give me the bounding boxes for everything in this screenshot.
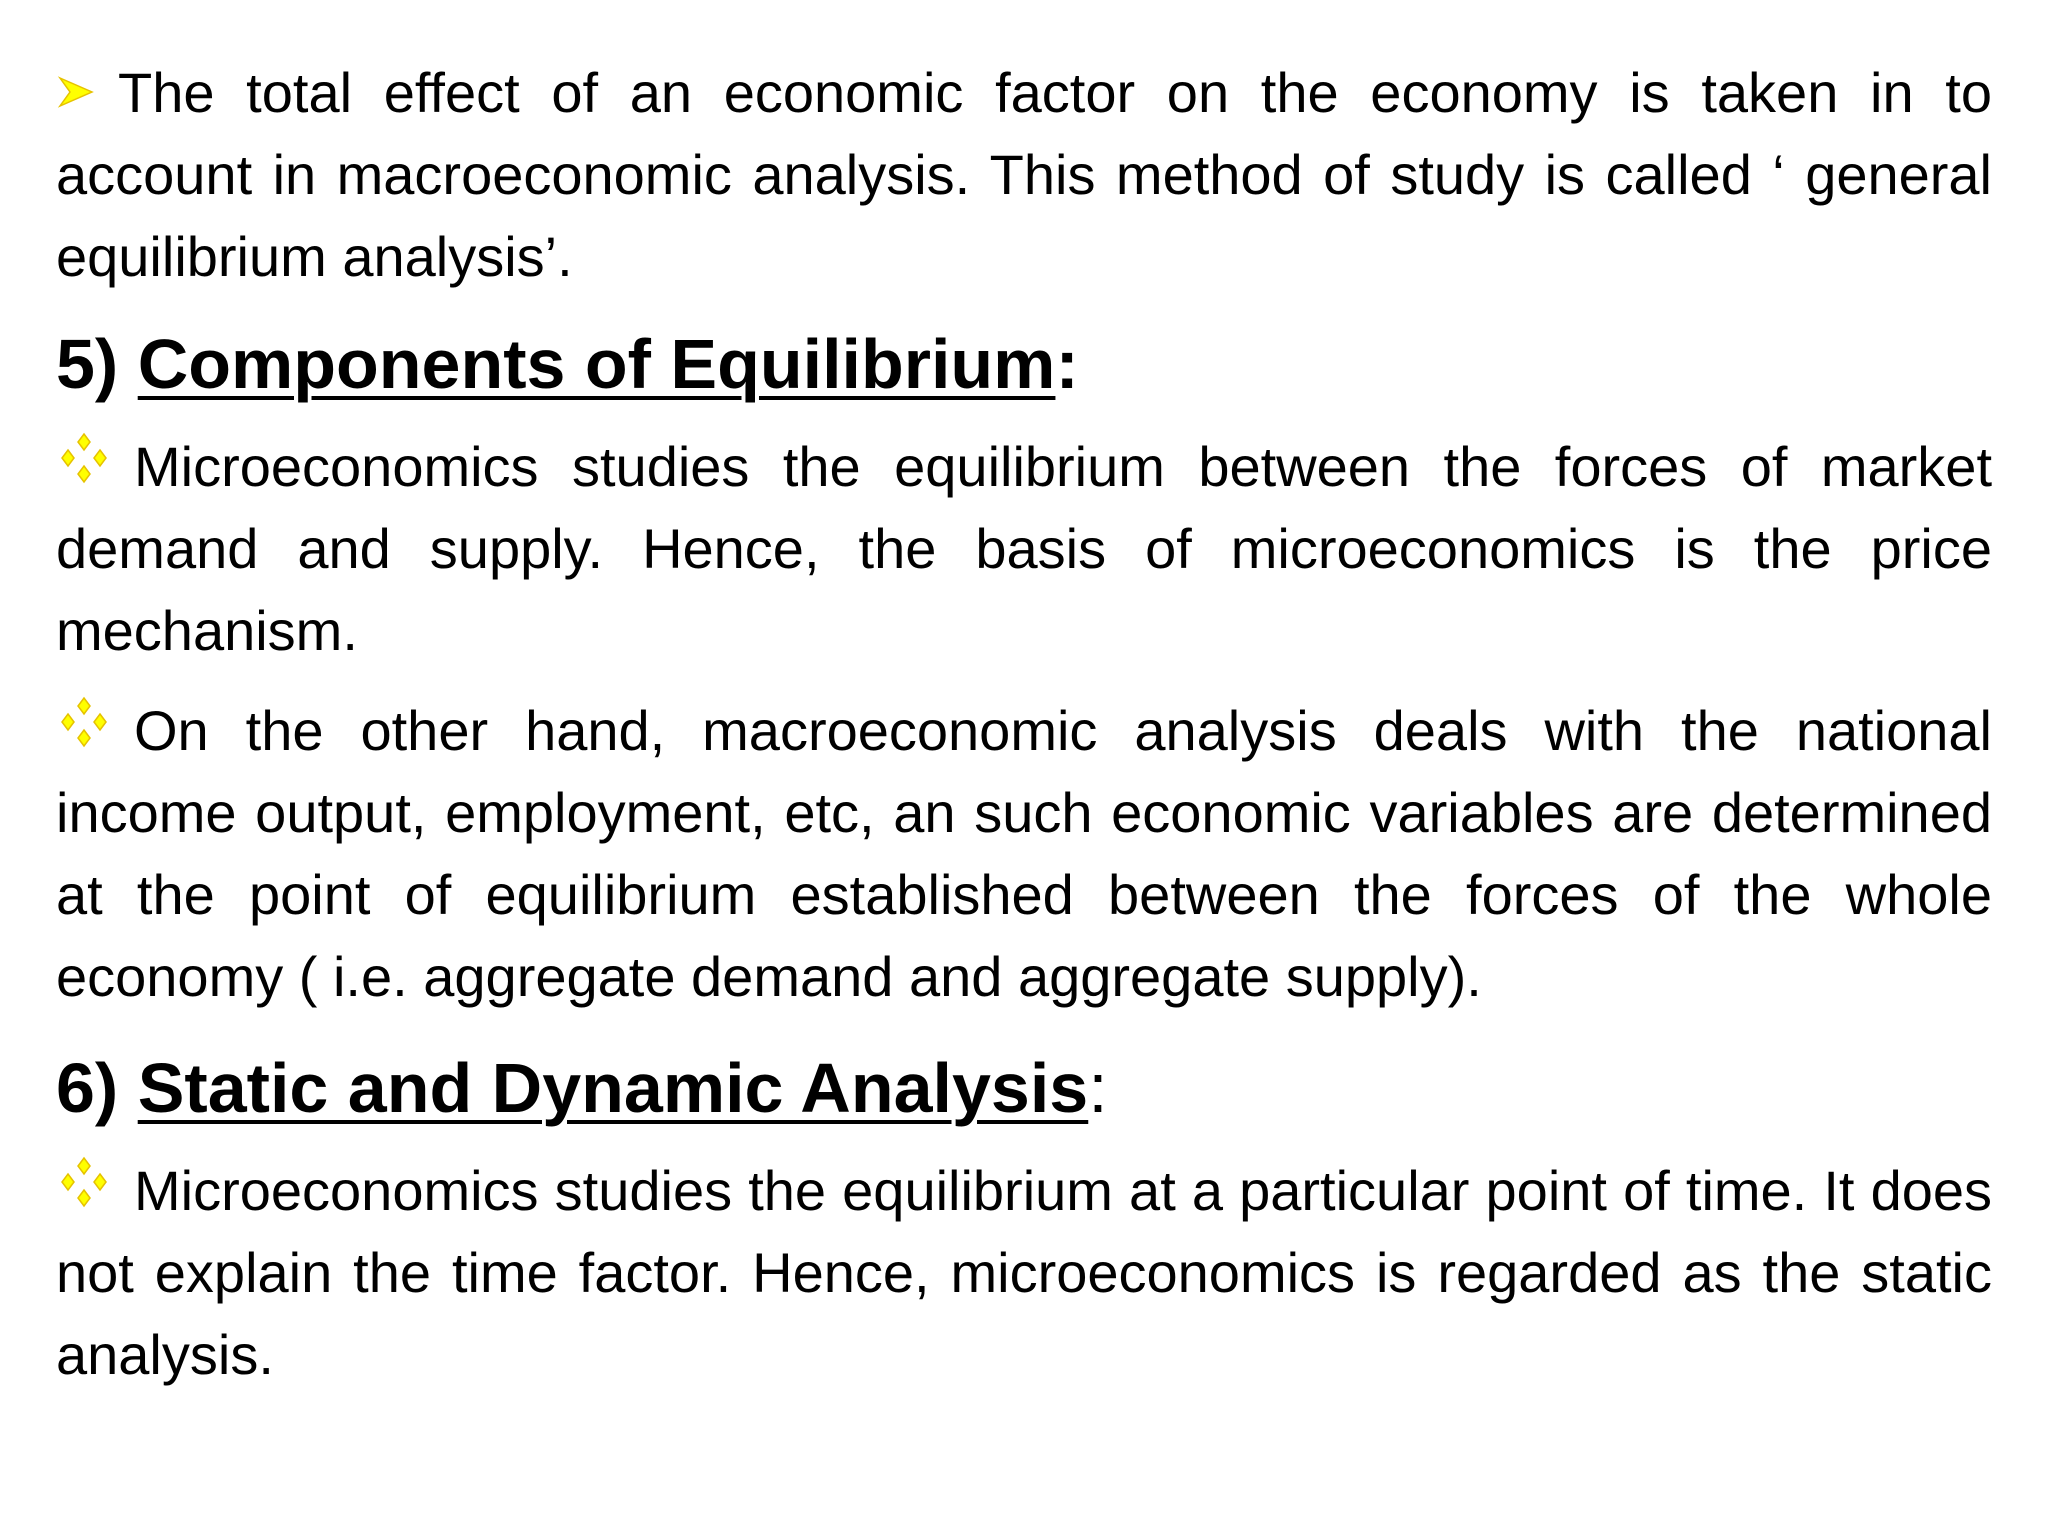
paragraph-microeconomics-equilibrium [56, 426, 1992, 672]
paragraph-macroeconomic-analysis [56, 690, 1992, 1018]
heading-components-of-equilibrium [56, 316, 1992, 412]
slide-content [56, 52, 1992, 1396]
heading-number: 5) [56, 325, 119, 403]
paragraph-text: Microeconomics studies the equilibrium at a particular point of time. It does not explain the time factor. Hence, microeconomics is regarded as the static analysis. [56, 1159, 1992, 1386]
heading-title: Components of Equilibrium [137, 325, 1056, 403]
paragraph-static-analysis [56, 1150, 1992, 1396]
paragraph-text: On the other hand, macroeconomic analysis deals with the national income output, employment, etc, an such economic variables are determined at the point of equilibrium established between the forces of the whole economy ( i.e. aggregate demand and aggregate supply). [56, 699, 1992, 1008]
heading-title: Static and Dynamic Analysis [137, 1049, 1089, 1127]
paragraph-total-effect [56, 52, 1992, 298]
heading-static-and-dynamic-analysis [56, 1040, 1992, 1136]
heading-colon: : [1055, 325, 1079, 403]
four-diamond-bullet-icon [56, 1150, 112, 1232]
four-diamond-bullet-icon [56, 426, 112, 508]
paragraph-text: Microeconomics studies the equilibrium between the forces of market demand and supply. Hence, the basis of microeconomics is the price mechanism. [56, 435, 1992, 662]
heading-number: 6) [56, 1049, 119, 1127]
arrow-bullet-icon [56, 52, 96, 134]
paragraph-text: The total effect of an economic factor on the economy is taken in to account in macroeconomic analysis. This method of study is called ‘ general equilibrium analysis’. [56, 61, 1992, 288]
heading-colon: : [1088, 1049, 1108, 1127]
four-diamond-bullet-icon [56, 690, 112, 772]
